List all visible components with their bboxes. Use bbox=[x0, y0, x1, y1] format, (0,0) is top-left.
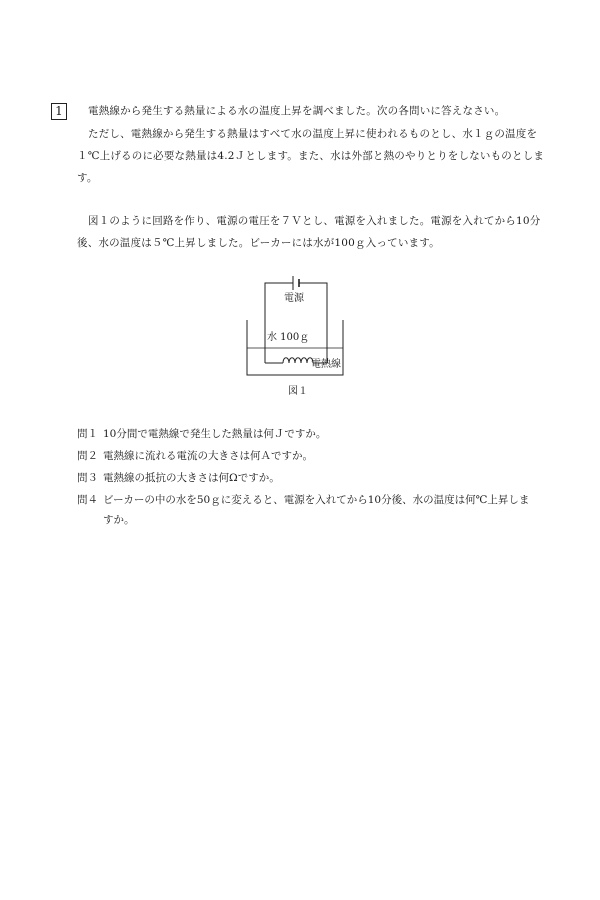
question-1 bbox=[77, 427, 326, 441]
setup-line-2: 後、水の温度は５℃上昇しました。ビーカーには水が100ｇ入っています。 bbox=[77, 237, 440, 249]
intro-line-1: 電熱線から発生する熱量による水の温度上昇を調べました。次の各問いに答えなさい。 bbox=[88, 105, 506, 117]
question-number-box: 1 bbox=[51, 103, 67, 120]
intro-line-3: １℃上げるのに必要な熱量は4.2Ｊとします。また、水は外部と熱のやりとりをしないものとしま bbox=[77, 150, 545, 162]
question-text: 10分間で電熱線で発生した熱量は何Ｊですか。 bbox=[103, 428, 327, 440]
question-label: 問４ bbox=[77, 494, 98, 506]
figure-caption: 図１ bbox=[288, 386, 308, 397]
intro-line-4: す。 bbox=[77, 172, 98, 184]
question-label: 問１ bbox=[77, 428, 98, 440]
heating-coil bbox=[283, 358, 313, 363]
question-text: 電熱線の抵抗の大きさは何Ωですか。 bbox=[103, 472, 280, 484]
label-water: 水 100ｇ bbox=[267, 332, 310, 343]
circuit-figure bbox=[235, 268, 355, 378]
question-text: ビーカーの中の水を50ｇに変えると、電源を入れてから10分後、水の温度は何℃上昇しま bbox=[103, 494, 530, 506]
setup-line-1: 図１のように回路を作り、電源の電圧を７Ｖとし、電源を入れました。電源を入れてから10分 bbox=[88, 215, 541, 227]
question-2 bbox=[77, 449, 313, 463]
label-power-source: 電源 bbox=[284, 293, 304, 304]
question-label: 問３ bbox=[77, 472, 98, 484]
question-text: 電熱線に流れる電流の大きさは何Ａですか。 bbox=[103, 450, 313, 462]
question-4-continuation: すか。 bbox=[103, 514, 135, 526]
label-heating-wire: 電熱線 bbox=[311, 359, 341, 370]
intro-line-2: ただし、電熱線から発生する熱量はすべて水の温度上昇に使われるものとし、水１ｇの温度を bbox=[88, 128, 538, 140]
question-4 bbox=[77, 493, 529, 507]
question-3 bbox=[77, 471, 280, 485]
question-label: 問２ bbox=[77, 450, 98, 462]
